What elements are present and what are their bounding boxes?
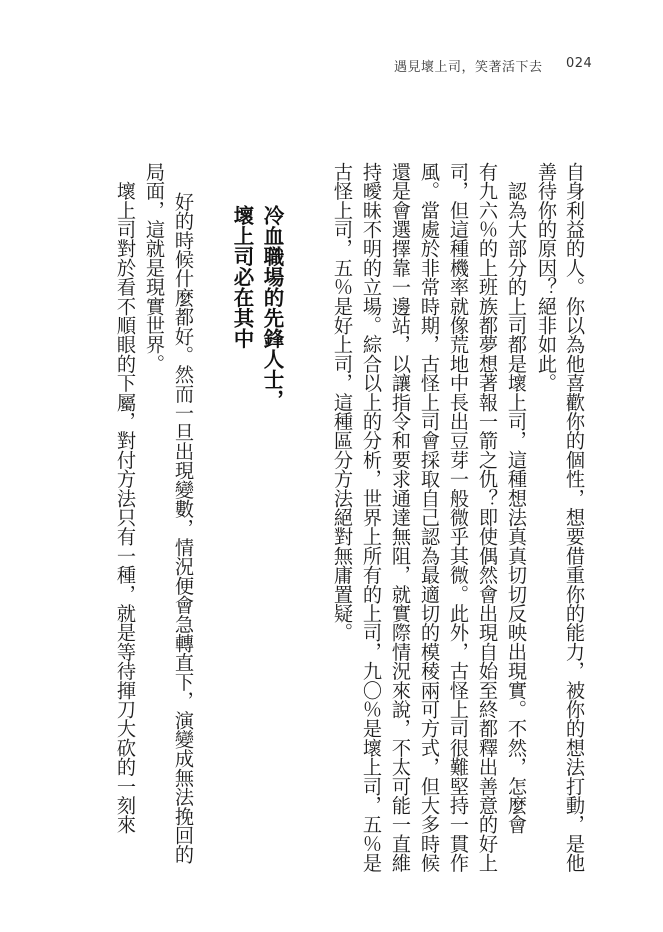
text-column-10: 好的時候什麼都好。然而一旦出現變數，情況便會急轉直下，演變成無法挽回的: [172, 192, 195, 864]
text-column-1: 自身利益的人。你以為他喜歡你的個性，想要借重你的能力，被你的想法打動，是他: [563, 162, 586, 873]
text-column-2: 善待你的原因？絕非如此。: [535, 162, 558, 393]
text-column-12: 壞上司對於看不順眼的下屬，對付方法只有一種，就是等待揮刀大砍的一刻來: [114, 162, 137, 834]
running-header: [394, 56, 604, 76]
text-column-6: 風。當處於非常時期，古怪上司會採取自己認為最適切的模稜兩可方式，但大多時候: [418, 162, 441, 873]
text-column-3: 認為大部分的上司都是壞上司，這種想法真真切切反映出現實。不然，怎麼會: [505, 162, 528, 834]
text-column-8: 持曖昧不明的立場。綜合以上的分析，世界上所有的上司，九〇％是壞上司，五％是: [360, 162, 383, 873]
section-heading-line-1: 冷血職場的先鋒人士，: [260, 205, 284, 410]
section-heading-line-2: 壞上司必在其中: [230, 205, 254, 349]
text-column-11: 局面，這就是現實世界。: [143, 162, 166, 374]
page-number: 024: [566, 56, 593, 71]
text-column-7: 還是會選擇靠一邊站，以讓指令和要求通達無阻，就實際情況來說，不太可能一直維: [389, 162, 412, 873]
text-column-5: 司，但這種機率就像荒地中長出豆芽一般微乎其微。此外，古怪上司很難堅持一貫作: [447, 162, 470, 873]
text-column-9: 古怪上司，五％是好上司，這種區分方法絕對無庸置疑。: [331, 162, 354, 642]
text-column-4: 有九六％的上班族都夢想著報一箭之仇？即使偶然會出現自始至終都釋出善意的好上: [476, 162, 499, 873]
running-title: 遇見壞上司，笑著活下去: [394, 60, 543, 75]
